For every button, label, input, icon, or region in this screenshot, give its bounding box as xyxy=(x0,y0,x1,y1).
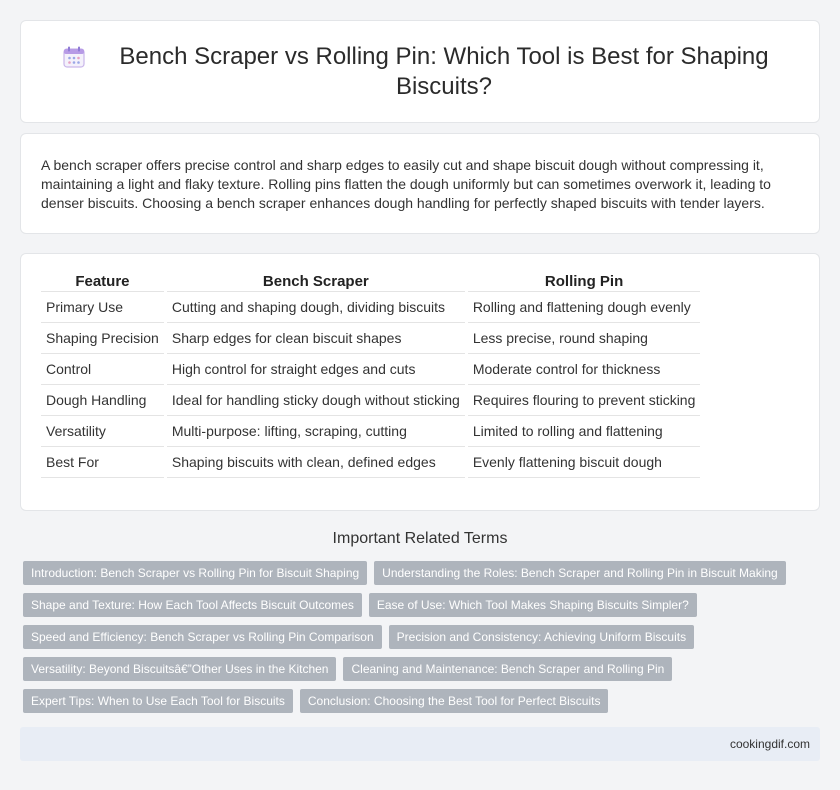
related-tag[interactable]: Ease of Use: Which Tool Makes Shaping Biscuits Simpler? xyxy=(369,593,697,617)
table-row xyxy=(41,353,700,384)
comparison-table xyxy=(38,271,703,478)
table-cell: Sharp edges for clean biscuit shapes xyxy=(167,322,465,353)
table-cell: Shaping biscuits with clean, defined edges xyxy=(167,446,465,478)
table-row xyxy=(41,291,700,322)
header-bench-scraper: Bench Scraper xyxy=(262,273,369,290)
related-tag[interactable]: Versatility: Beyond Biscuitsâ€”Other Uses in the Kitchen xyxy=(23,657,336,681)
table-cell: Rolling and flattening dough evenly xyxy=(468,291,701,322)
table-cell: Primary Use xyxy=(41,291,164,322)
related-tag[interactable]: Understanding the Roles: Bench Scraper and Rolling Pin in Biscuit Making xyxy=(374,561,786,585)
table-row xyxy=(41,415,700,446)
footer-site[interactable]: cookingdif.com xyxy=(729,737,810,751)
related-tag[interactable]: Speed and Efficiency: Bench Scraper vs Rolling Pin Comparison xyxy=(23,625,382,649)
table-cell: Requires flouring to prevent sticking xyxy=(468,384,701,415)
table-cell: Evenly flattening biscuit dough xyxy=(468,446,701,478)
related-tag[interactable]: Shape and Texture: How Each Tool Affects Biscuit Outcomes xyxy=(23,593,362,617)
table-row xyxy=(41,384,700,415)
related-terms-heading: Important Related Terms xyxy=(332,530,508,547)
table-cell: Ideal for handling sticky dough without sticking xyxy=(167,384,465,415)
related-tags xyxy=(20,561,820,721)
table-cell: Moderate control for thickness xyxy=(468,353,701,384)
comparison-table-card xyxy=(20,253,820,511)
page-title: Bench Scraper vs Rolling Pin: Which Tool is Best for Shaping Biscuits? xyxy=(119,42,769,100)
table-cell: Multi-purpose: lifting, scraping, cutting xyxy=(167,415,465,446)
table-cell: Shaping Precision xyxy=(41,322,164,353)
table-row xyxy=(41,446,700,478)
related-terms-section xyxy=(20,530,820,721)
intro-card xyxy=(20,133,820,234)
table-header-row xyxy=(41,271,700,291)
table-cell: Limited to rolling and flattening xyxy=(468,415,701,446)
header-feature: Feature xyxy=(75,273,130,290)
table-cell: High control for straight edges and cuts xyxy=(167,353,465,384)
table-cell: Control xyxy=(41,353,164,384)
footer xyxy=(20,727,820,761)
table-cell: Best For xyxy=(41,446,164,478)
table-cell: Dough Handling xyxy=(41,384,164,415)
table-row xyxy=(41,322,700,353)
related-tag[interactable]: Precision and Consistency: Achieving Uniform Biscuits xyxy=(389,625,694,649)
title-card xyxy=(20,20,820,123)
related-tag[interactable]: Conclusion: Choosing the Best Tool for Perfect Biscuits xyxy=(300,689,609,713)
related-tag[interactable]: Cleaning and Maintenance: Bench Scraper and Rolling Pin xyxy=(343,657,672,681)
calendar-icon xyxy=(61,44,87,70)
intro-text: A bench scraper offers precise control and sharp edges to easily cut and shape biscuit dough without compressing it, maintaining a light and flaky texture. Rolling pins flatten the dough uniformly but can sometimes overwork it, leading to denser biscuits. Choosing a bench scraper enhances dough handling for perfectly shaped biscuits with tender layers. xyxy=(41,157,771,211)
table-cell: Less precise, round shaping xyxy=(468,322,701,353)
related-tag[interactable]: Introduction: Bench Scraper vs Rolling Pin for Biscuit Shaping xyxy=(23,561,367,585)
header-rolling-pin: Rolling Pin xyxy=(544,273,624,290)
table-cell: Cutting and shaping dough, dividing biscuits xyxy=(167,291,465,322)
related-tag[interactable]: Expert Tips: When to Use Each Tool for Biscuits xyxy=(23,689,293,713)
table-cell: Versatility xyxy=(41,415,164,446)
